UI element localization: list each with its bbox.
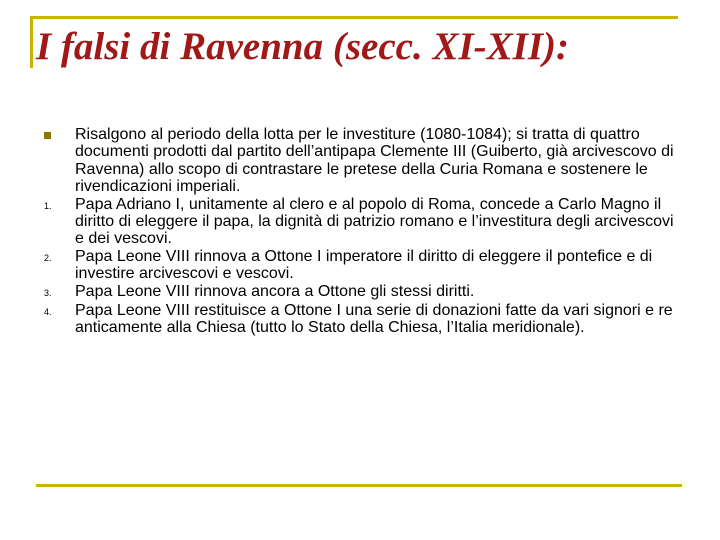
list-item-text: Risalgono al periodo della lotta per le investiture (1080-1084); si tratta di quattro documenti prodotti dal partito dell’antipapa Clemente III (Guiberto, già arcivescovo di Ravenna) allo scopo di contrastare le pretese della Curia Romana e sostenere le rivendicazioni imperiali.	[75, 126, 674, 196]
list-item	[44, 248, 674, 283]
frame-bottom-rule	[36, 484, 682, 487]
bullet-marker	[44, 126, 75, 145]
list-item	[44, 283, 674, 302]
list-item-text: Papa Adriano I, unitamente al clero e al popolo di Roma, concede a Carlo Magno il diritto di eleggere il papa, la dignità di patrizio romano e l’investitura degli arcivescovi e dei vescovi.	[75, 195, 674, 248]
list-item-text: Papa Leone VIII rinnova ancora a Ottone gli stessi diritti.	[75, 282, 475, 300]
list-item	[44, 126, 674, 196]
list-item-number: 3.	[44, 287, 52, 298]
list-item-text: Papa Leone VIII rinnova a Ottone I imperatore il diritto di eleggere il pontefice e di investire arcivescovi e vescovi.	[75, 247, 653, 283]
square-bullet-icon	[44, 132, 51, 139]
content-list	[44, 126, 674, 337]
slide-title: I falsi di Ravenna (secc. XI-XII):	[36, 25, 569, 68]
frame-left-rule	[30, 16, 33, 68]
list-item	[44, 196, 674, 248]
list-item	[44, 302, 674, 337]
frame-top-rule	[30, 16, 678, 19]
list-item-number: 4.	[44, 307, 52, 318]
list-item-number: 1.	[44, 200, 52, 211]
list-item-number: 2.	[44, 252, 52, 263]
list-item-text: Papa Leone VIII restituisce a Ottone I una serie di donazioni fatte da vari signori e re anticamente alla Chiesa (tutto lo Stato della Chiesa, l’Italia meridionale).	[75, 302, 673, 337]
